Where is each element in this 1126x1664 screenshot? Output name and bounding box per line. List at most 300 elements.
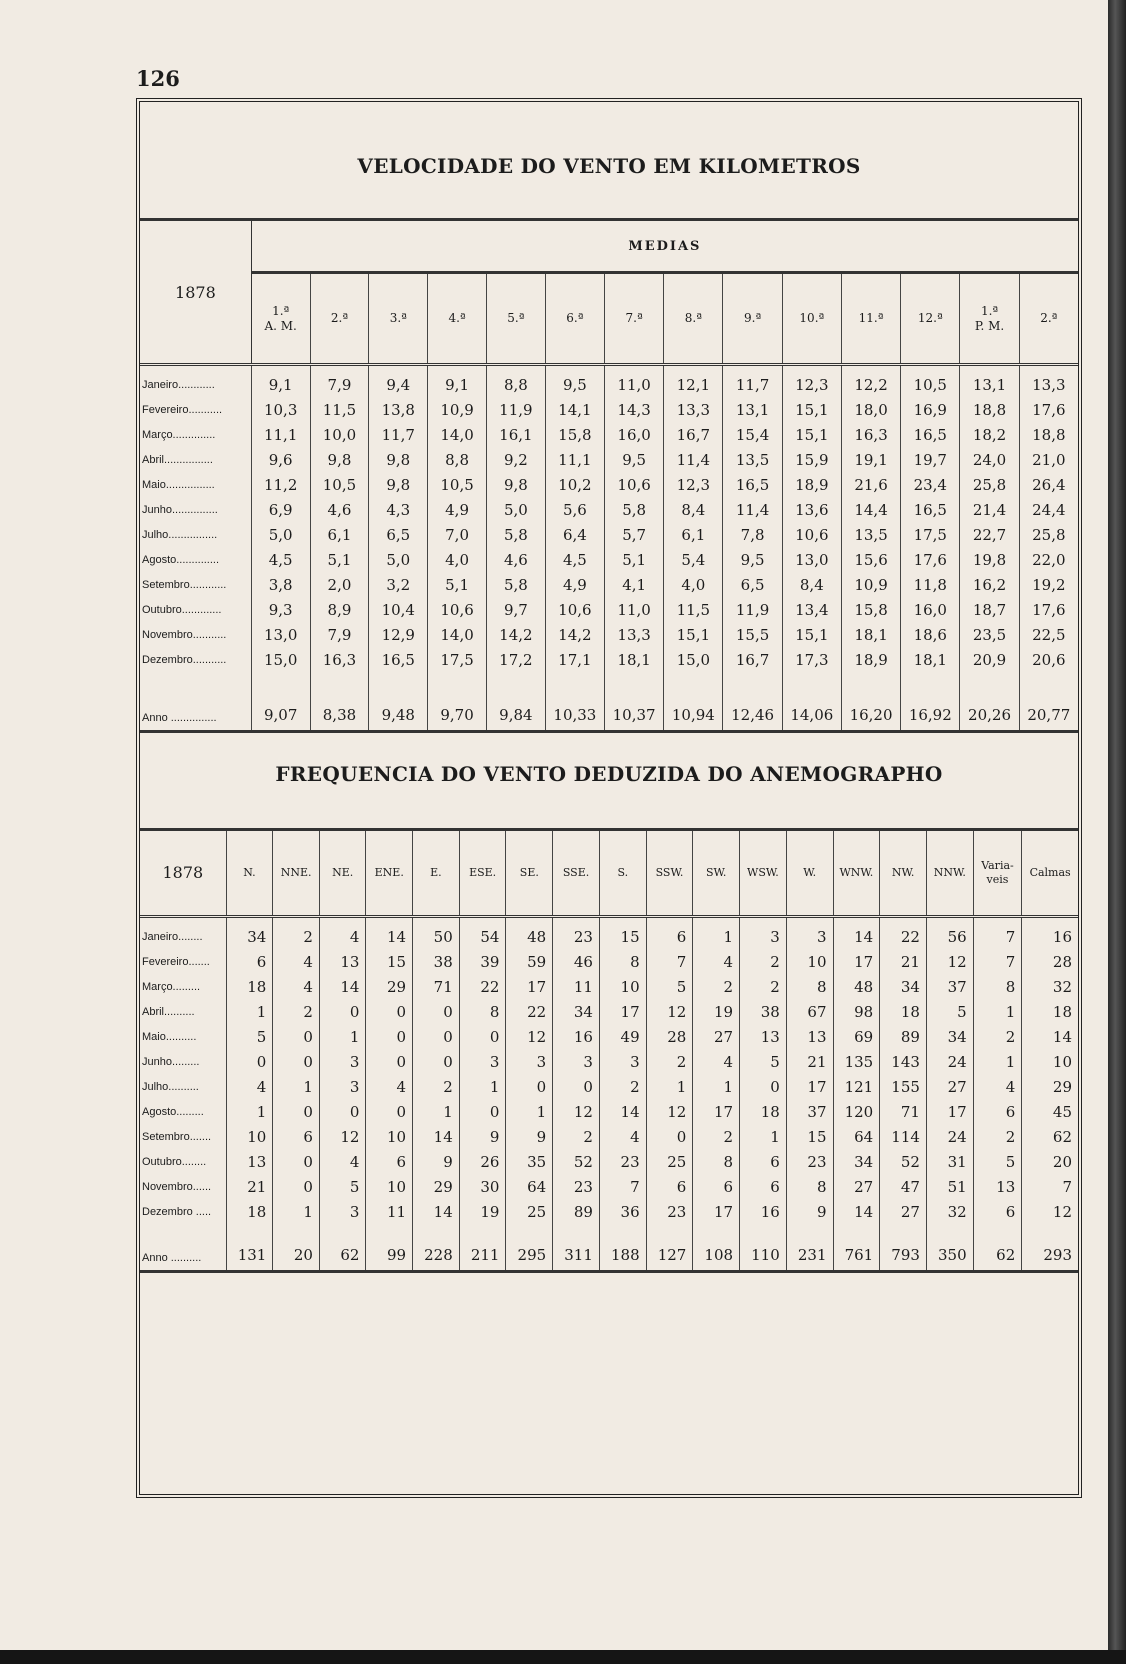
- table-row: [140, 597, 1078, 622]
- frequency-value: 20: [1022, 1149, 1078, 1174]
- velocity-value: 4,9: [545, 572, 604, 597]
- table-row: [140, 472, 1078, 497]
- frequency-value: 23: [599, 1149, 646, 1174]
- frequency-value: 13: [786, 1024, 833, 1049]
- table-row: [140, 1149, 1078, 1174]
- frequency-value: 350: [926, 1224, 973, 1272]
- frequency-value: 23: [553, 917, 600, 950]
- frequency-value: 12: [646, 1099, 693, 1124]
- month-label: Setembro.......: [142, 1130, 212, 1143]
- frequency-value: 793: [880, 1224, 927, 1272]
- direction-column-header: [693, 830, 740, 917]
- table-row: [140, 1224, 1078, 1272]
- frequency-value: 1: [413, 1099, 460, 1124]
- frequency-value: 16: [553, 1024, 600, 1049]
- frequency-value: 28: [1022, 949, 1078, 974]
- velocity-value: 16,92: [901, 672, 960, 732]
- velocity-value: 18,2: [960, 422, 1019, 447]
- velocity-table: [140, 218, 1078, 733]
- frequency-value: 23: [553, 1174, 600, 1199]
- frequency-value: 5: [319, 1174, 365, 1199]
- page-number: 126: [136, 66, 180, 91]
- hour-column-header-line: 10.ª: [799, 311, 825, 326]
- velocity-value: 8,38: [310, 672, 369, 732]
- frequency-value: 231: [786, 1224, 833, 1272]
- frequency-value: 131: [226, 1224, 273, 1272]
- velocity-value: 15,1: [664, 622, 723, 647]
- frequency-value: 36: [599, 1199, 646, 1224]
- frequency-value: 24: [926, 1049, 973, 1074]
- direction-column-header-line: SSE.: [562, 866, 590, 879]
- velocity-value: 11,5: [310, 397, 369, 422]
- hour-column-header-line: A. M.: [264, 318, 297, 333]
- velocity-value: 10,9: [841, 572, 900, 597]
- frequency-value: 14: [366, 917, 413, 950]
- frequency-value: 5: [646, 974, 693, 999]
- frequency-value: 4: [973, 1074, 1022, 1099]
- frequency-value: 0: [506, 1074, 553, 1099]
- velocity-value: 13,3: [1019, 365, 1078, 398]
- frequency-value: 14: [1022, 1024, 1078, 1049]
- medias-header: MEDIAS: [251, 220, 1078, 273]
- frequency-value: 8: [786, 1174, 833, 1199]
- frequency-value: 15: [786, 1124, 833, 1149]
- velocity-value: 19,7: [901, 447, 960, 472]
- frequency-value: 89: [553, 1199, 600, 1224]
- month-label: Anno ...............: [142, 712, 217, 724]
- frequency-value: 10: [366, 1124, 413, 1149]
- frequency-value: 20: [273, 1224, 320, 1272]
- frequency-value: 34: [926, 1024, 973, 1049]
- month-label: Julho..........: [142, 1080, 199, 1093]
- velocity-value: 14,3: [605, 397, 664, 422]
- velocity-value: 9,2: [486, 447, 545, 472]
- velocity-value: 17,1: [545, 647, 604, 672]
- frequency-value: 62: [319, 1224, 365, 1272]
- frequency-value: 1: [693, 1074, 740, 1099]
- velocity-value: 5,0: [369, 547, 428, 572]
- frequency-value: 127: [646, 1224, 693, 1272]
- frequency-value: 1: [319, 1024, 365, 1049]
- velocity-value: 9,48: [369, 672, 428, 732]
- frequency-value: 27: [880, 1199, 927, 1224]
- velocity-value: 11,7: [369, 422, 428, 447]
- hour-column-header-line: 6.ª: [566, 311, 584, 326]
- velocity-value: 16,3: [310, 647, 369, 672]
- direction-column-header-line: WNW.: [839, 866, 874, 879]
- hour-column-header: [960, 273, 1019, 365]
- frequency-value: 8: [599, 949, 646, 974]
- month-label: Fevereiro...........: [142, 403, 223, 416]
- frequency-value: 2: [693, 974, 740, 999]
- frequency-value: 0: [366, 1099, 413, 1124]
- frequency-value: 89: [880, 1024, 927, 1049]
- frequency-value: 2: [599, 1074, 646, 1099]
- frequency-table: [140, 828, 1078, 1273]
- frequency-value: 19: [693, 999, 740, 1024]
- frequency-value: 56: [926, 917, 973, 950]
- frequency-year-header: 1878: [140, 830, 226, 917]
- month-label: Janeiro........: [142, 930, 203, 943]
- frequency-value: 4: [693, 1049, 740, 1074]
- velocity-value: 10,33: [545, 672, 604, 732]
- velocity-value: 16,20: [841, 672, 900, 732]
- frequency-value: 17: [926, 1099, 973, 1124]
- frequency-value: 2: [273, 999, 320, 1024]
- table-row: [140, 547, 1078, 572]
- velocity-value: 9,70: [428, 672, 487, 732]
- frequency-value: 6: [646, 1174, 693, 1199]
- velocity-value: 10,6: [782, 522, 841, 547]
- frequency-value: 1: [740, 1124, 787, 1149]
- velocity-value: 14,0: [428, 422, 487, 447]
- frequency-value: 18: [226, 1199, 273, 1224]
- velocity-value: 13,0: [251, 622, 310, 647]
- frequency-value: 21: [226, 1174, 273, 1199]
- frequency-value: 4: [319, 917, 365, 950]
- frequency-value: 69: [833, 1024, 880, 1049]
- hour-column-header-line: 11.ª: [858, 311, 884, 326]
- hour-column-header: [782, 273, 841, 365]
- velocity-value: 16,1: [486, 422, 545, 447]
- frequency-value: 3: [506, 1049, 553, 1074]
- frequency-value: 8: [786, 974, 833, 999]
- frequency-value: 14: [833, 917, 880, 950]
- frequency-value: 9: [506, 1124, 553, 1149]
- direction-column-header-line: ENE.: [374, 866, 404, 879]
- hour-column-header-line: 1.ª: [272, 303, 290, 318]
- direction-column-header: [599, 830, 646, 917]
- velocity-value: 14,2: [545, 622, 604, 647]
- velocity-value: 10,4: [369, 597, 428, 622]
- velocity-value: 4,5: [251, 547, 310, 572]
- month-label: Fevereiro.......: [142, 955, 210, 968]
- frequency-value: 16: [740, 1199, 787, 1224]
- month-label: Setembro............: [142, 578, 227, 591]
- velocity-value: 8,4: [664, 497, 723, 522]
- frequency-value: 2: [413, 1074, 460, 1099]
- velocity-value: 14,2: [486, 622, 545, 647]
- frequency-value: 6: [740, 1149, 787, 1174]
- table-row: [140, 622, 1078, 647]
- frequency-value: 34: [880, 974, 927, 999]
- hour-column-header: [310, 273, 369, 365]
- frequency-value: 6: [973, 1099, 1022, 1124]
- velocity-value: 11,9: [486, 397, 545, 422]
- month-label: Maio..........: [142, 1030, 197, 1043]
- velocity-value: 16,9: [901, 397, 960, 422]
- frequency-value: 22: [880, 917, 927, 950]
- frequency-value: 27: [926, 1074, 973, 1099]
- frequency-value: 25: [506, 1199, 553, 1224]
- frequency-value: 24: [926, 1124, 973, 1149]
- hour-column-header: [251, 273, 310, 365]
- frequency-value: 8: [693, 1149, 740, 1174]
- frequency-value: 6: [273, 1124, 320, 1149]
- velocity-value: 18,6: [901, 622, 960, 647]
- frequency-value: 59: [506, 949, 553, 974]
- frequency-value: 293: [1022, 1224, 1078, 1272]
- frequency-value: 3: [319, 1049, 365, 1074]
- velocity-value: 13,1: [723, 397, 782, 422]
- velocity-value: 8,8: [428, 447, 487, 472]
- frequency-value: 7: [973, 949, 1022, 974]
- frequency-value: 32: [926, 1199, 973, 1224]
- direction-column-header-line: Calmas: [1029, 866, 1071, 879]
- velocity-value: 15,4: [723, 422, 782, 447]
- velocity-value: 18,0: [841, 397, 900, 422]
- velocity-table-title: VELOCIDADE DO VENTO EM KILOMETROS: [357, 154, 861, 178]
- hour-column-header: [664, 273, 723, 365]
- frequency-value: 39: [459, 949, 506, 974]
- frequency-value: 7: [973, 917, 1022, 950]
- velocity-value: 16,5: [723, 472, 782, 497]
- velocity-value: 11,4: [723, 497, 782, 522]
- velocity-value: 13,6: [782, 497, 841, 522]
- velocity-value: 19,2: [1019, 572, 1078, 597]
- table-row: [140, 497, 1078, 522]
- direction-column-header-line: E.: [430, 866, 442, 879]
- hour-column-header: [605, 273, 664, 365]
- frequency-value: 38: [740, 999, 787, 1024]
- direction-column-header: [880, 830, 927, 917]
- frequency-value: 5: [740, 1049, 787, 1074]
- frequency-value: 8: [459, 999, 506, 1024]
- frequency-value: 120: [833, 1099, 880, 1124]
- velocity-value: 15,1: [782, 422, 841, 447]
- frequency-value: 29: [1022, 1074, 1078, 1099]
- velocity-value: 18,8: [960, 397, 1019, 422]
- velocity-value: 9,8: [369, 472, 428, 497]
- velocity-value: 5,4: [664, 547, 723, 572]
- velocity-value: 18,9: [782, 472, 841, 497]
- velocity-value: 13,5: [841, 522, 900, 547]
- frequency-value: 29: [366, 974, 413, 999]
- direction-column-header: [553, 830, 600, 917]
- frequency-value: 0: [366, 1049, 413, 1074]
- velocity-value: 15,0: [251, 647, 310, 672]
- hour-column-header: [486, 273, 545, 365]
- velocity-value: 13,0: [782, 547, 841, 572]
- frequency-value: 0: [273, 1049, 320, 1074]
- velocity-value: 6,4: [545, 522, 604, 547]
- velocity-value: 4,1: [605, 572, 664, 597]
- velocity-value: 9,5: [545, 365, 604, 398]
- frequency-value: 22: [459, 974, 506, 999]
- velocity-value: 11,1: [251, 422, 310, 447]
- frequency-value: 11: [553, 974, 600, 999]
- frequency-value: 12: [646, 999, 693, 1024]
- velocity-value: 7,9: [310, 622, 369, 647]
- velocity-value: 17,6: [1019, 597, 1078, 622]
- velocity-value: 5,1: [428, 572, 487, 597]
- month-label: Março..............: [142, 428, 216, 441]
- frequency-value: 2: [973, 1124, 1022, 1149]
- frequency-value: 0: [366, 1024, 413, 1049]
- direction-column-header: [319, 830, 365, 917]
- direction-column-header: [646, 830, 693, 917]
- month-label: Dezembro .....: [142, 1205, 212, 1218]
- frequency-value: 18: [1022, 999, 1078, 1024]
- velocity-value: 25,8: [960, 472, 1019, 497]
- velocity-value: 9,8: [310, 447, 369, 472]
- frequency-value: 23: [646, 1199, 693, 1224]
- hour-column-header-line: 4.ª: [448, 311, 466, 326]
- velocity-value: 15,0: [664, 647, 723, 672]
- frequency-value: 121: [833, 1074, 880, 1099]
- velocity-value: 18,1: [605, 647, 664, 672]
- frequency-value: 6: [226, 949, 273, 974]
- velocity-value: 22,7: [960, 522, 1019, 547]
- frequency-value: 48: [506, 917, 553, 950]
- month-label: Outubro........: [142, 1155, 207, 1168]
- direction-column-header-line: N.: [243, 866, 256, 879]
- velocity-value: 10,0: [310, 422, 369, 447]
- velocity-value: 3,2: [369, 572, 428, 597]
- velocity-value: 18,1: [901, 647, 960, 672]
- velocity-value: 4,0: [664, 572, 723, 597]
- velocity-value: 5,6: [545, 497, 604, 522]
- velocity-value: 15,1: [782, 397, 841, 422]
- velocity-value: 9,8: [369, 447, 428, 472]
- velocity-value: 6,5: [369, 522, 428, 547]
- frequency-value: 50: [413, 917, 460, 950]
- velocity-value: 14,0: [428, 622, 487, 647]
- frequency-value: 13: [319, 949, 365, 974]
- month-label: Agosto.........: [142, 1105, 204, 1118]
- direction-column-header-line: WSW.: [747, 866, 779, 879]
- frequency-value: 12: [506, 1024, 553, 1049]
- frequency-value: 16: [1022, 917, 1078, 950]
- frequency-value: 71: [413, 974, 460, 999]
- frequency-value: 188: [599, 1224, 646, 1272]
- velocity-value: 10,9: [428, 397, 487, 422]
- velocity-value: 9,6: [251, 447, 310, 472]
- frequency-value: 12: [1022, 1199, 1078, 1224]
- frequency-value: 114: [880, 1124, 927, 1149]
- direction-column-header: [786, 830, 833, 917]
- frequency-value: 9: [413, 1149, 460, 1174]
- table-row: [140, 1049, 1078, 1074]
- frequency-value: 0: [413, 1024, 460, 1049]
- velocity-value: 20,26: [960, 672, 1019, 732]
- velocity-value: 11,5: [664, 597, 723, 622]
- velocity-value: 16,3: [841, 422, 900, 447]
- hour-column-header: [369, 273, 428, 365]
- velocity-value: 16,7: [723, 647, 782, 672]
- table-row: [140, 397, 1078, 422]
- month-label: Dezembro...........: [142, 653, 227, 666]
- velocity-value: 4,6: [486, 547, 545, 572]
- velocity-value: 11,0: [605, 597, 664, 622]
- frequency-value: 1: [273, 1074, 320, 1099]
- frequency-value: 295: [506, 1224, 553, 1272]
- frequency-value: 29: [413, 1174, 460, 1199]
- velocity-value: 12,2: [841, 365, 900, 398]
- direction-column-header-line: NE.: [332, 866, 354, 879]
- velocity-value: 11,8: [901, 572, 960, 597]
- velocity-value: 10,6: [428, 597, 487, 622]
- frequency-value: 31: [926, 1149, 973, 1174]
- velocity-value: 11,7: [723, 365, 782, 398]
- velocity-value: 7,8: [723, 522, 782, 547]
- direction-column-header: [740, 830, 787, 917]
- velocity-value: 6,9: [251, 497, 310, 522]
- table-row: [140, 572, 1078, 597]
- velocity-value: 11,1: [545, 447, 604, 472]
- frequency-value: 52: [880, 1149, 927, 1174]
- velocity-value: 24,4: [1019, 497, 1078, 522]
- velocity-value: 5,8: [486, 572, 545, 597]
- month-label: Março.........: [142, 980, 201, 993]
- frequency-value: 12: [926, 949, 973, 974]
- frequency-value: 17: [693, 1099, 740, 1124]
- frequency-value: 10: [786, 949, 833, 974]
- frequency-value: 0: [459, 1024, 506, 1049]
- frequency-value: 110: [740, 1224, 787, 1272]
- hour-column-header: [428, 273, 487, 365]
- scan-bottom-edge: [0, 1650, 1126, 1664]
- velocity-value: 4,3: [369, 497, 428, 522]
- velocity-value: 3,8: [251, 572, 310, 597]
- frequency-value: 7: [646, 949, 693, 974]
- frequency-value: 48: [833, 974, 880, 999]
- month-label: Outubro.............: [142, 603, 222, 616]
- frequency-value: 37: [926, 974, 973, 999]
- velocity-value: 9,1: [428, 365, 487, 398]
- direction-column-header-line: NW.: [891, 866, 915, 879]
- frequency-value: 23: [786, 1149, 833, 1174]
- table-row: [140, 999, 1078, 1024]
- velocity-value: 6,1: [310, 522, 369, 547]
- frequency-value: 18: [740, 1099, 787, 1124]
- velocity-value: 18,7: [960, 597, 1019, 622]
- frequency-value: 6: [740, 1174, 787, 1199]
- direction-column-header-line: SW.: [705, 866, 727, 879]
- velocity-value: 15,9: [782, 447, 841, 472]
- hour-column-header-line: 5.ª: [507, 311, 525, 326]
- velocity-value: 9,5: [605, 447, 664, 472]
- frequency-value: 3: [786, 917, 833, 950]
- direction-column-header-line: ESE.: [469, 866, 497, 879]
- velocity-value: 4,6: [310, 497, 369, 522]
- table-row: [140, 1199, 1078, 1224]
- velocity-value: 23,5: [960, 622, 1019, 647]
- frequency-value: 0: [413, 999, 460, 1024]
- frequency-value: 62: [973, 1224, 1022, 1272]
- velocity-value: 14,06: [782, 672, 841, 732]
- frequency-value: 5: [973, 1149, 1022, 1174]
- velocity-value: 7,9: [310, 365, 369, 398]
- hour-column-header: [901, 273, 960, 365]
- frequency-value: 0: [366, 999, 413, 1024]
- velocity-value: 13,3: [664, 397, 723, 422]
- velocity-value: 23,4: [901, 472, 960, 497]
- velocity-value: 16,7: [664, 422, 723, 447]
- velocity-value: 17,6: [1019, 397, 1078, 422]
- table-row: [140, 672, 1078, 732]
- month-label: Maio................: [142, 478, 215, 491]
- month-label: Junho...............: [142, 503, 218, 516]
- frequency-value: 27: [693, 1024, 740, 1049]
- frequency-value: 37: [786, 1099, 833, 1124]
- velocity-value: 8,9: [310, 597, 369, 622]
- velocity-value: 22,0: [1019, 547, 1078, 572]
- frequency-value: 14: [599, 1099, 646, 1124]
- velocity-value: 9,84: [486, 672, 545, 732]
- velocity-value: 21,4: [960, 497, 1019, 522]
- frequency-value: 1: [459, 1074, 506, 1099]
